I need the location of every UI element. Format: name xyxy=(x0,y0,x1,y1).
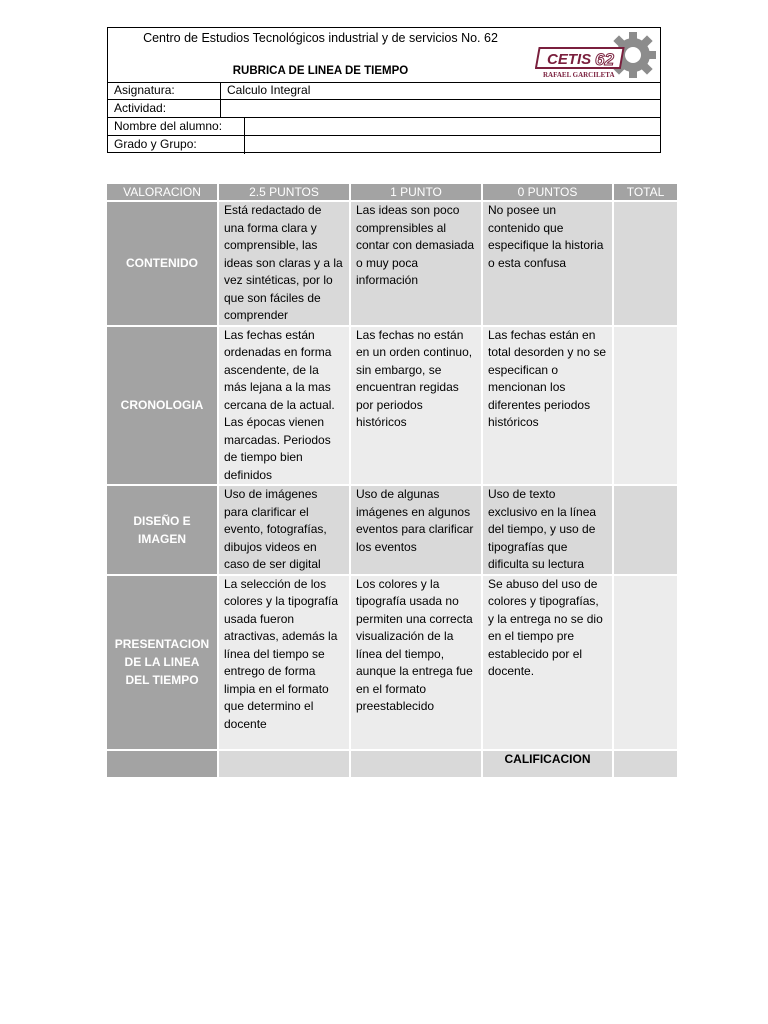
footer-blank-cell xyxy=(218,750,350,778)
rubric-title: RUBRICA DE LINEA DE TIEMPO xyxy=(232,65,409,77)
field-actividad xyxy=(108,100,660,118)
svg-text:CETIS: CETIS xyxy=(547,51,592,68)
table-row xyxy=(107,201,678,326)
cetis-logo xyxy=(535,28,661,82)
score-1-cell: Los colores y la tipografía usada no permiten una correcta visualización de la línea del tiempo, aunque la entrega fue en el formato preestablecido xyxy=(350,575,482,750)
criterion-cell: DISEÑO E IMAGEN xyxy=(107,485,218,575)
total-cell[interactable] xyxy=(613,201,678,326)
table-row xyxy=(107,575,678,750)
field-grado-grupo xyxy=(108,136,660,154)
footer-blank-criterion xyxy=(107,750,218,778)
criterion-cell: CONTENIDO xyxy=(107,201,218,326)
score-2-5-cell: Las fechas están ordenadas en forma ascendente, de la más lejana a la mas cercana de la actual. Las épocas vienen marcadas. Periodos de tiempo bien definidos xyxy=(218,326,350,486)
rubric-table xyxy=(107,184,679,779)
divider xyxy=(244,118,245,135)
score-0-cell: No posee un contenido que especifique la historia o esta confusa xyxy=(482,201,613,326)
school-name: Centro de Estudios Tecnológicos industrial y de servicios No. 62 xyxy=(143,31,498,45)
calificacion-total-cell[interactable] xyxy=(613,750,678,778)
table-row xyxy=(107,485,678,575)
calificacion-label: CALIFICACION xyxy=(482,750,613,778)
col-header-2-5-puntos: 2.5 PUNTOS xyxy=(218,184,350,201)
score-0-cell: Uso de texto exclusivo en la línea del tiempo, y uso de tipografías que dificulta su lectura xyxy=(482,485,613,575)
divider xyxy=(220,100,221,117)
field-label: Actividad: xyxy=(114,101,167,115)
footer-blank-cell xyxy=(350,750,482,778)
svg-text:62: 62 xyxy=(595,50,614,69)
svg-text:RAFAEL GARCILETA: RAFAEL GARCILETA xyxy=(543,71,615,79)
title-area xyxy=(108,28,660,83)
criterion-cell: PRESENTACION DE LA LINEA DEL TIEMPO xyxy=(107,575,218,750)
field-value[interactable]: Calculo Integral xyxy=(227,83,311,97)
total-cell[interactable] xyxy=(613,485,678,575)
field-label: Asignatura: xyxy=(114,83,175,97)
col-header-total: TOTAL xyxy=(613,184,678,201)
score-2-5-cell: La selección de los colores y la tipografía usada fueron atractivas, además la línea del tiempo se entrego de forma limpia en el formato que determino el docente xyxy=(218,575,350,750)
col-header-valoracion: VALORACION xyxy=(107,184,218,201)
score-1-cell: Las fechas no están en un orden continuo, sin embargo, se encuentran regidas por periodos históricos xyxy=(350,326,482,486)
score-2-5-cell: Uso de imágenes para clarificar el evento, fotografías, dibujos videos en caso de ser digital xyxy=(218,485,350,575)
score-1-cell: Uso de algunas imágenes en algunos eventos para clarificar los eventos xyxy=(350,485,482,575)
divider xyxy=(244,136,245,154)
table-footer-row xyxy=(107,750,678,778)
table-header-row xyxy=(107,184,678,201)
header-box xyxy=(107,27,661,153)
score-2-5-cell: Está redactado de una forma clara y comprensible, las ideas son claras y a la vez sintéticas, por lo que son fáciles de comprender xyxy=(218,201,350,326)
col-header-1-punto: 1 PUNTO xyxy=(350,184,482,201)
total-cell[interactable] xyxy=(613,575,678,750)
field-label: Nombre del alumno: xyxy=(114,119,223,133)
total-cell[interactable] xyxy=(613,326,678,486)
score-0-cell: Se abuso del uso de colores y tipografías, y la entrega no se dio en el tiempo pre establecido por el docente. xyxy=(482,575,613,750)
divider xyxy=(220,82,221,99)
field-nombre-alumno xyxy=(108,118,660,136)
field-label: Grado y Grupo: xyxy=(114,137,197,151)
field-asignatura xyxy=(108,82,660,100)
criterion-cell: CRONOLOGIA xyxy=(107,326,218,486)
table-row xyxy=(107,326,678,486)
col-header-0-puntos: 0 PUNTOS xyxy=(482,184,613,201)
score-1-cell: Las ideas son poco comprensibles al contar con demasiada o muy poca información xyxy=(350,201,482,326)
score-0-cell: Las fechas están en total desorden y no se especifican o mencionan los diferentes periodos históricos xyxy=(482,326,613,486)
